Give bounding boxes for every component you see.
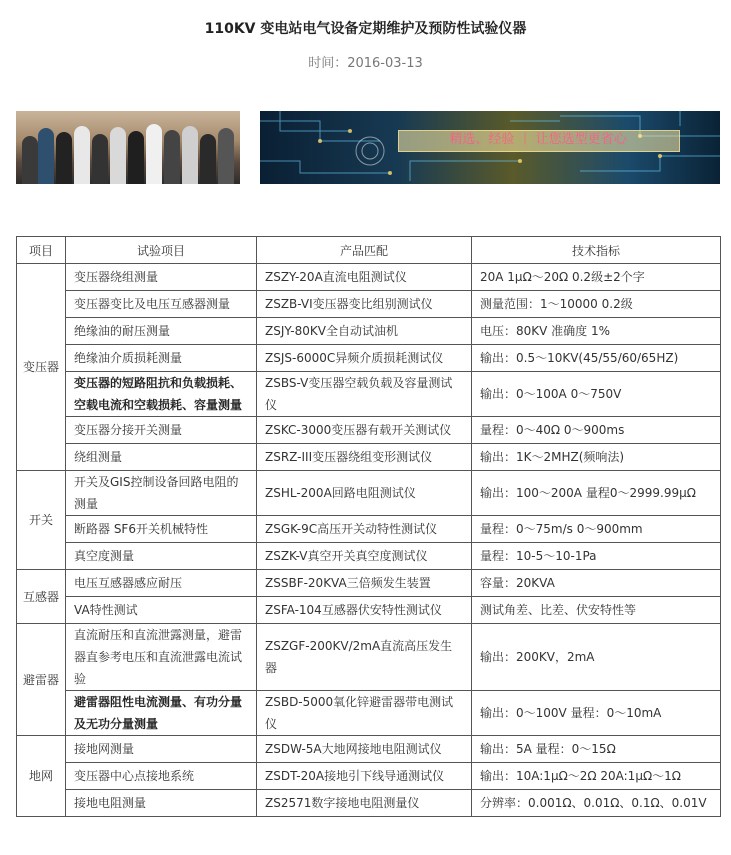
table-body xyxy=(17,264,721,817)
table-row xyxy=(17,597,721,624)
spec-cell: 输出：200KV，2mA xyxy=(472,624,721,691)
table-row xyxy=(17,444,721,471)
table-row xyxy=(17,372,721,417)
article-date: 时间：2016-03-13 xyxy=(308,56,423,71)
spec-cell: 量程：10-5～10-1Pa xyxy=(472,543,721,570)
table-row xyxy=(17,736,721,763)
spec-cell: 输出：5A 量程：0～15Ω xyxy=(472,736,721,763)
test-item-cell: 变压器中心点接地系统 xyxy=(66,763,257,790)
product-cell: ZSKC-3000变压器有载开关测试仪 xyxy=(257,417,472,444)
header-product: 产品匹配 xyxy=(257,237,472,264)
category-cell: 互感器 xyxy=(17,570,66,624)
test-item-cell: 真空度测量 xyxy=(66,543,257,570)
test-item-cell: 绝缘油介质损耗测量 xyxy=(66,345,257,372)
product-cell: ZSBS-V变压器空载负载及容量测试仪 xyxy=(257,372,472,417)
spec-cell: 输出：1K～2MHZ(频响法) xyxy=(472,444,721,471)
test-item-cell: 绕组测量 xyxy=(66,444,257,471)
product-cell: ZSZGF-200KV/2mA直流高压发生器 xyxy=(257,624,472,691)
product-cell: ZSHL-200A回路电阻测试仪 xyxy=(257,471,472,516)
category-cell: 地网 xyxy=(17,736,66,817)
spec-cell: 量程：0～40Ω 0～900ms xyxy=(472,417,721,444)
table-row xyxy=(17,763,721,790)
spec-cell: 20A 1μΩ～20Ω 0.2级±2个字 xyxy=(472,264,721,291)
table-row xyxy=(17,570,721,597)
product-cell: ZSSBF-20KVA三倍频发生装置 xyxy=(257,570,472,597)
spec-cell: 电压：80KV 准确度 1% xyxy=(472,318,721,345)
equipment-table xyxy=(16,236,721,817)
product-cell: ZSRZ-III变压器绕组变形测试仪 xyxy=(257,444,472,471)
table-row xyxy=(17,417,721,444)
spec-cell: 输出：0～100A 0～750V xyxy=(472,372,721,417)
promo-banner xyxy=(260,111,720,184)
test-item-cell: VA特性测试 xyxy=(66,597,257,624)
test-item-cell: 断路器 SF6开关机械特性 xyxy=(66,516,257,543)
product-cell: ZSDW-5A大地网接地电阻测试仪 xyxy=(257,736,472,763)
test-item-cell: 变压器的短路阻抗和负载损耗、空载电流和空载损耗、容量测量 xyxy=(66,372,257,417)
table-row xyxy=(17,516,721,543)
product-cell: ZSBD-5000氧化锌避雷器带电测试仪 xyxy=(257,691,472,736)
spec-cell: 输出：0.5～10KV(45/55/60/65HZ) xyxy=(472,345,721,372)
table-row xyxy=(17,471,721,516)
product-cell: ZSZB-VI变压器变比组别测试仪 xyxy=(257,291,472,318)
category-cell: 开关 xyxy=(17,471,66,570)
table-row xyxy=(17,291,721,318)
spec-cell: 容量：20KVA xyxy=(472,570,721,597)
test-item-cell: 直流耐压和直流泄露测量，避雷器直参考电压和直流泄露电流试验 xyxy=(66,624,257,691)
spec-cell: 输出：100～200A 量程0～2999.99μΩ xyxy=(472,471,721,516)
table-row xyxy=(17,318,721,345)
table-row xyxy=(17,264,721,291)
test-item-cell: 接地网测量 xyxy=(66,736,257,763)
article-title: 110KV 变电站电气设备定期维护及预防性试验仪器 xyxy=(204,21,527,37)
test-item-cell: 开关及GIS控制设备回路电阻的测量 xyxy=(66,471,257,516)
product-cell: ZS2571数字接地电阻测量仪 xyxy=(257,790,472,817)
spec-cell: 分辨率：0.001Ω、0.01Ω、0.1Ω、0.01V xyxy=(472,790,721,817)
spec-cell: 测量范围：1～10000 0.2级 xyxy=(472,291,721,318)
category-cell: 避雷器 xyxy=(17,624,66,736)
product-cell: ZSJY-80KV全自动试油机 xyxy=(257,318,472,345)
test-item-cell: 变压器变比及电压互感器测量 xyxy=(66,291,257,318)
test-item-cell: 变压器绕组测量 xyxy=(66,264,257,291)
header-test-item: 试验项目 xyxy=(66,237,257,264)
product-cell: ZSGK-9C高压开关动特性测试仪 xyxy=(257,516,472,543)
team-photo xyxy=(16,111,240,184)
spec-cell: 量程：0～75m/s 0～900mm xyxy=(472,516,721,543)
banner-slogan: 精选、经验 ｜ 让您选型更省心 xyxy=(449,132,627,147)
spec-cell: 输出：10A:1μΩ～2Ω 20A:1μΩ～1Ω xyxy=(472,763,721,790)
table-row xyxy=(17,691,721,736)
product-cell: ZSZK-V真空开关真空度测试仪 xyxy=(257,543,472,570)
header-category: 项目 xyxy=(17,237,66,264)
test-item-cell: 电压互感器感应耐压 xyxy=(66,570,257,597)
spec-cell: 测试角差、比差、伏安特性等 xyxy=(472,597,721,624)
table-header-row xyxy=(17,237,721,264)
spec-cell: 输出：0～100V 量程：0～10mA xyxy=(472,691,721,736)
category-cell: 变压器 xyxy=(17,264,66,471)
table-row xyxy=(17,543,721,570)
product-cell: ZSJS-6000C异频介质损耗测试仪 xyxy=(257,345,472,372)
product-cell: ZSZY-20A直流电阻测试仪 xyxy=(257,264,472,291)
test-item-cell: 绝缘油的耐压测量 xyxy=(66,318,257,345)
header-spec: 技术指标 xyxy=(472,237,721,264)
test-item-cell: 变压器分接开关测量 xyxy=(66,417,257,444)
test-item-cell: 避雷器阻性电流测量、有功分量及无功分量测量 xyxy=(66,691,257,736)
product-cell: ZSDT-20A接地引下线导通测试仪 xyxy=(257,763,472,790)
table-row xyxy=(17,624,721,691)
table-row xyxy=(17,345,721,372)
table-row xyxy=(17,790,721,817)
product-cell: ZSFA-104互感器伏安特性测试仪 xyxy=(257,597,472,624)
test-item-cell: 接地电阻测量 xyxy=(66,790,257,817)
